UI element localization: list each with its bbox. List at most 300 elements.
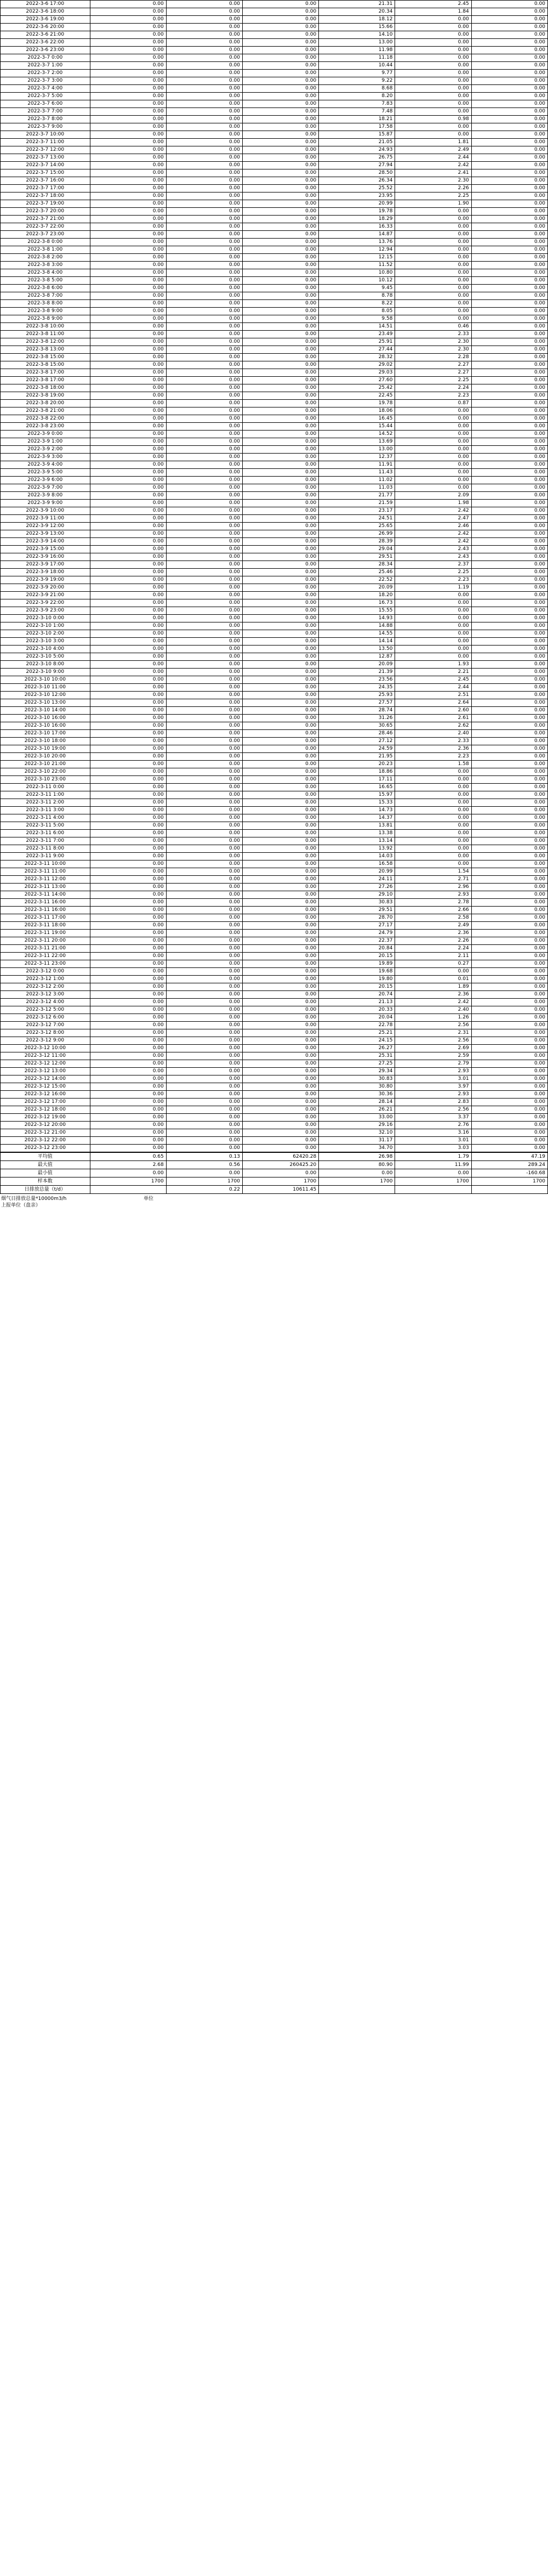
cell-value-2: 0.00 xyxy=(166,599,242,607)
cell-timestamp: 2022-3-12 11:00 xyxy=(1,1052,90,1060)
cell-timestamp: 2022-3-8 4:00 xyxy=(1,269,90,277)
cell-value-6: 0.00 xyxy=(471,638,547,646)
cell-value-2: 0.00 xyxy=(166,999,242,1006)
cell-value-6: 0.00 xyxy=(471,807,547,814)
cell-value-4: 14.03 xyxy=(319,853,395,860)
cell-value-2: 0.00 xyxy=(166,983,242,991)
cell-value-4: 10.80 xyxy=(319,269,395,277)
table-row xyxy=(1,246,548,254)
cell-timestamp: 2022-3-8 15:00 xyxy=(1,361,90,369)
table-row xyxy=(1,323,548,331)
cell-value-5: 2.71 xyxy=(395,876,471,884)
cell-value-2: 0.00 xyxy=(166,331,242,338)
cell-value-3: 0.00 xyxy=(242,976,318,983)
cell-value-3: 0.00 xyxy=(242,776,318,784)
table-row xyxy=(1,761,548,768)
footer-note-line-1: 烟气日排放总量*10000m3/h xyxy=(1,1196,67,1202)
summary-row xyxy=(1,1186,548,1194)
table-row xyxy=(1,745,548,753)
summary-label: 样本数 xyxy=(1,1177,90,1186)
cell-timestamp: 2022-3-9 7:00 xyxy=(1,484,90,492)
cell-timestamp: 2022-3-9 2:00 xyxy=(1,446,90,454)
cell-value-6: 0.00 xyxy=(471,791,547,799)
table-row xyxy=(1,484,548,492)
cell-value-2: 0.00 xyxy=(166,70,242,77)
table-row xyxy=(1,461,548,469)
cell-timestamp: 2022-3-10 9:00 xyxy=(1,669,90,676)
cell-timestamp: 2022-3-8 8:00 xyxy=(1,300,90,308)
cell-value-2: 0.00 xyxy=(166,784,242,791)
cell-value-2: 0.00 xyxy=(166,553,242,561)
cell-value-6: 0.00 xyxy=(471,799,547,807)
cell-value-4: 24.51 xyxy=(319,515,395,523)
cell-value-3: 0.00 xyxy=(242,730,318,738)
cell-value-5: 0.00 xyxy=(395,216,471,223)
cell-value-4: 27.94 xyxy=(319,162,395,169)
cell-timestamp: 2022-3-10 10:00 xyxy=(1,676,90,684)
cell-value-5: 0.00 xyxy=(395,484,471,492)
cell-value-4: 20.74 xyxy=(319,991,395,999)
cell-value-2: 0.00 xyxy=(166,223,242,231)
cell-value-4: 30.65 xyxy=(319,722,395,730)
cell-timestamp: 2022-3-10 11:00 xyxy=(1,684,90,692)
cell-value-6: 0.00 xyxy=(471,277,547,285)
cell-value-5: 0.00 xyxy=(395,607,471,615)
cell-value-3: 0.00 xyxy=(242,1099,318,1106)
summary-value-1: 2.68 xyxy=(90,1161,166,1169)
cell-value-5: 0.00 xyxy=(395,24,471,31)
table-row xyxy=(1,738,548,745)
cell-timestamp: 2022-3-6 20:00 xyxy=(1,24,90,31)
cell-value-2: 0.00 xyxy=(166,246,242,254)
cell-value-1: 0.00 xyxy=(90,285,166,292)
cell-timestamp: 2022-3-9 18:00 xyxy=(1,569,90,576)
summary-row xyxy=(1,1161,548,1169)
cell-value-5: 2.25 xyxy=(395,377,471,384)
cell-value-5: 2.23 xyxy=(395,392,471,400)
table-row xyxy=(1,454,548,461)
table-row xyxy=(1,1145,548,1152)
cell-value-6: 0.00 xyxy=(471,722,547,730)
cell-value-6: 0.00 xyxy=(471,331,547,338)
cell-value-2: 0.00 xyxy=(166,638,242,646)
cell-timestamp: 2022-3-12 14:00 xyxy=(1,1075,90,1083)
footer-table xyxy=(0,1195,548,1209)
summary-value-5: 11.99 xyxy=(395,1161,471,1169)
cell-value-6: 0.00 xyxy=(471,269,547,277)
cell-value-5: 2.33 xyxy=(395,738,471,745)
cell-value-4: 13.69 xyxy=(319,438,395,446)
cell-value-1: 0.00 xyxy=(90,884,166,891)
table-row xyxy=(1,315,548,323)
cell-value-5: 2.21 xyxy=(395,669,471,676)
cell-value-6: 0.00 xyxy=(471,216,547,223)
cell-timestamp: 2022-3-7 20:00 xyxy=(1,208,90,216)
cell-value-6: 0.00 xyxy=(471,154,547,162)
cell-value-6: 0.00 xyxy=(471,1052,547,1060)
cell-value-1: 0.00 xyxy=(90,39,166,47)
cell-value-6: 0.00 xyxy=(471,968,547,976)
summary-row xyxy=(1,1153,548,1161)
cell-value-4: 21.59 xyxy=(319,500,395,507)
cell-value-1: 0.00 xyxy=(90,761,166,768)
cell-value-5: 2.45 xyxy=(395,676,471,684)
cell-timestamp: 2022-3-12 17:00 xyxy=(1,1099,90,1106)
cell-value-4: 14.14 xyxy=(319,638,395,646)
cell-value-6: 0.00 xyxy=(471,484,547,492)
cell-value-6: 0.00 xyxy=(471,868,547,876)
cell-timestamp: 2022-3-10 18:00 xyxy=(1,738,90,745)
cell-value-1: 0.00 xyxy=(90,1068,166,1075)
cell-value-1: 0.00 xyxy=(90,553,166,561)
cell-value-6: 0.00 xyxy=(471,369,547,377)
cell-value-3: 0.00 xyxy=(242,523,318,530)
cell-value-5: 0.00 xyxy=(395,108,471,116)
emission-report-sheet xyxy=(0,0,548,1209)
summary-label: 最大值 xyxy=(1,1161,90,1169)
cell-timestamp: 2022-3-12 0:00 xyxy=(1,968,90,976)
cell-value-1: 0.00 xyxy=(90,930,166,937)
cell-value-5: 0.00 xyxy=(395,638,471,646)
cell-value-1: 0.00 xyxy=(90,239,166,246)
cell-value-2: 0.00 xyxy=(166,315,242,323)
cell-timestamp: 2022-3-9 21:00 xyxy=(1,592,90,599)
table-row xyxy=(1,93,548,100)
cell-value-5: 2.42 xyxy=(395,999,471,1006)
cell-value-5: 2.31 xyxy=(395,1029,471,1037)
cell-value-6: 0.00 xyxy=(471,937,547,945)
cell-value-4: 21.13 xyxy=(319,999,395,1006)
cell-value-1: 0.00 xyxy=(90,669,166,676)
cell-value-3: 0.00 xyxy=(242,707,318,715)
cell-value-2: 0.00 xyxy=(166,1099,242,1106)
cell-value-1: 0.00 xyxy=(90,899,166,907)
summary-value-4: 0.00 xyxy=(319,1169,395,1177)
cell-value-1: 0.00 xyxy=(90,853,166,860)
cell-value-1: 0.00 xyxy=(90,262,166,269)
cell-value-6: 0.00 xyxy=(471,730,547,738)
cell-timestamp: 2022-3-12 5:00 xyxy=(1,1006,90,1014)
cell-value-5: 0.00 xyxy=(395,231,471,239)
cell-value-6: 0.00 xyxy=(471,653,547,661)
cell-value-2: 0.00 xyxy=(166,753,242,761)
cell-value-5: 2.26 xyxy=(395,185,471,193)
cell-value-4: 22.37 xyxy=(319,937,395,945)
cell-value-4: 28.14 xyxy=(319,1099,395,1106)
cell-value-3: 0.00 xyxy=(242,530,318,538)
cell-value-4: 21.05 xyxy=(319,139,395,146)
cell-value-6: 0.00 xyxy=(471,930,547,937)
cell-value-1: 0.00 xyxy=(90,945,166,953)
cell-timestamp: 2022-3-9 23:00 xyxy=(1,607,90,615)
table-row xyxy=(1,1029,548,1037)
cell-value-5: 2.49 xyxy=(395,146,471,154)
cell-value-3: 0.00 xyxy=(242,139,318,146)
cell-value-5: 0.00 xyxy=(395,246,471,254)
cell-value-1: 0.00 xyxy=(90,315,166,323)
summary-value-4 xyxy=(319,1186,395,1194)
table-row xyxy=(1,837,548,845)
cell-value-3: 0.00 xyxy=(242,100,318,108)
cell-value-1: 0.00 xyxy=(90,860,166,868)
table-row xyxy=(1,1114,548,1122)
table-row xyxy=(1,193,548,200)
cell-value-1: 0.00 xyxy=(90,699,166,707)
cell-value-2: 0.00 xyxy=(166,1129,242,1137)
cell-value-2: 0.00 xyxy=(166,354,242,361)
cell-timestamp: 2022-3-9 13:00 xyxy=(1,530,90,538)
cell-value-1: 0.00 xyxy=(90,47,166,54)
cell-value-3: 0.00 xyxy=(242,208,318,216)
cell-value-6: 0.00 xyxy=(471,415,547,423)
cell-value-1: 0.00 xyxy=(90,185,166,193)
cell-value-4: 10.44 xyxy=(319,62,395,70)
cell-value-5: 2.41 xyxy=(395,169,471,177)
cell-value-3: 0.00 xyxy=(242,377,318,384)
cell-value-4: 22.52 xyxy=(319,576,395,584)
cell-value-4: 24.93 xyxy=(319,146,395,154)
cell-value-2: 0.00 xyxy=(166,676,242,684)
cell-value-2: 0.00 xyxy=(166,85,242,93)
cell-timestamp: 2022-3-7 4:00 xyxy=(1,85,90,93)
cell-value-4: 14.88 xyxy=(319,622,395,630)
table-row xyxy=(1,185,548,193)
cell-value-4: 13.50 xyxy=(319,646,395,653)
cell-value-5: 1.84 xyxy=(395,8,471,16)
cell-timestamp: 2022-3-7 1:00 xyxy=(1,62,90,70)
cell-value-1: 0.00 xyxy=(90,446,166,454)
table-row xyxy=(1,868,548,876)
table-row xyxy=(1,1083,548,1091)
cell-value-6: 0.00 xyxy=(471,507,547,515)
cell-value-6: 0.00 xyxy=(471,223,547,231)
cell-value-1: 0.00 xyxy=(90,907,166,914)
table-row xyxy=(1,1037,548,1045)
cell-value-3: 0.00 xyxy=(242,469,318,477)
cell-value-5: 2.27 xyxy=(395,361,471,369)
cell-timestamp: 2022-3-11 9:00 xyxy=(1,853,90,860)
table-row xyxy=(1,70,548,77)
cell-value-2: 0.00 xyxy=(166,937,242,945)
cell-value-5: 0.00 xyxy=(395,807,471,814)
cell-value-5: 0.00 xyxy=(395,622,471,630)
cell-value-1: 0.00 xyxy=(90,169,166,177)
cell-value-6: 0.00 xyxy=(471,400,547,407)
table-row xyxy=(1,100,548,108)
cell-value-5: 2.64 xyxy=(395,699,471,707)
cell-value-4: 13.14 xyxy=(319,837,395,845)
cell-value-2: 0.00 xyxy=(166,807,242,814)
cell-value-6: 0.00 xyxy=(471,845,547,853)
cell-value-2: 0.00 xyxy=(166,1091,242,1099)
cell-value-6: 0.00 xyxy=(471,676,547,684)
cell-value-6: 0.00 xyxy=(471,193,547,200)
table-row xyxy=(1,630,548,638)
cell-value-1: 0.00 xyxy=(90,254,166,262)
cell-value-4: 13.81 xyxy=(319,822,395,830)
cell-timestamp: 2022-3-7 3:00 xyxy=(1,77,90,85)
cell-value-3: 0.00 xyxy=(242,62,318,70)
cell-timestamp: 2022-3-11 3:00 xyxy=(1,807,90,814)
table-row xyxy=(1,254,548,262)
cell-value-2: 0.00 xyxy=(166,576,242,584)
cell-value-4: 14.10 xyxy=(319,31,395,39)
cell-timestamp: 2022-3-8 13:00 xyxy=(1,346,90,354)
table-row xyxy=(1,85,548,93)
cell-value-2: 0.00 xyxy=(166,1075,242,1083)
cell-value-2: 0.00 xyxy=(166,292,242,300)
cell-value-1: 0.00 xyxy=(90,269,166,277)
cell-value-5: 2.78 xyxy=(395,899,471,907)
cell-value-6: 0.00 xyxy=(471,745,547,753)
cell-value-3: 0.00 xyxy=(242,1029,318,1037)
cell-value-1: 0.00 xyxy=(90,369,166,377)
table-row xyxy=(1,1060,548,1068)
cell-value-5: 0.00 xyxy=(395,85,471,93)
table-row xyxy=(1,807,548,814)
cell-value-5: 2.42 xyxy=(395,162,471,169)
table-row xyxy=(1,922,548,930)
cell-value-3: 0.00 xyxy=(242,308,318,315)
cell-value-3: 0.00 xyxy=(242,761,318,768)
cell-value-4: 15.66 xyxy=(319,24,395,31)
cell-value-6: 0.00 xyxy=(471,1145,547,1152)
cell-value-2: 0.00 xyxy=(166,584,242,592)
cell-value-6: 0.00 xyxy=(471,361,547,369)
cell-value-1: 0.00 xyxy=(90,1122,166,1129)
cell-value-3: 0.00 xyxy=(242,331,318,338)
cell-value-6: 0.00 xyxy=(471,308,547,315)
cell-value-4: 31.26 xyxy=(319,715,395,722)
cell-timestamp: 2022-3-9 5:00 xyxy=(1,469,90,477)
table-row xyxy=(1,553,548,561)
table-row xyxy=(1,715,548,722)
cell-timestamp: 2022-3-8 1:00 xyxy=(1,246,90,254)
table-row xyxy=(1,423,548,431)
cell-value-5: 0.00 xyxy=(395,308,471,315)
cell-value-1: 0.00 xyxy=(90,384,166,392)
table-row xyxy=(1,569,548,576)
cell-value-5: 2.09 xyxy=(395,492,471,500)
cell-value-4: 8.20 xyxy=(319,93,395,100)
cell-value-3: 0.00 xyxy=(242,546,318,553)
table-row xyxy=(1,24,548,31)
cell-value-3: 0.00 xyxy=(242,1037,318,1045)
table-row xyxy=(1,899,548,907)
table-row xyxy=(1,784,548,791)
cell-value-6: 0.00 xyxy=(471,661,547,669)
cell-value-4: 8.68 xyxy=(319,85,395,93)
cell-value-1: 0.00 xyxy=(90,914,166,922)
cell-value-2: 0.00 xyxy=(166,692,242,699)
cell-value-3: 0.00 xyxy=(242,338,318,346)
cell-value-3: 0.00 xyxy=(242,960,318,968)
cell-value-4: 16.65 xyxy=(319,784,395,791)
cell-value-1: 0.00 xyxy=(90,223,166,231)
cell-value-1: 0.00 xyxy=(90,1014,166,1022)
cell-value-4: 19.89 xyxy=(319,960,395,968)
cell-value-4: 29.04 xyxy=(319,546,395,553)
cell-value-1: 0.00 xyxy=(90,776,166,784)
cell-value-2: 0.00 xyxy=(166,338,242,346)
cell-timestamp: 2022-3-10 20:00 xyxy=(1,753,90,761)
table-row xyxy=(1,584,548,592)
cell-value-1: 0.00 xyxy=(90,607,166,615)
cell-value-4: 27.12 xyxy=(319,738,395,745)
cell-value-3: 0.00 xyxy=(242,277,318,285)
summary-value-5: 1700 xyxy=(395,1177,471,1186)
cell-timestamp: 2022-3-8 3:00 xyxy=(1,262,90,269)
cell-value-2: 0.00 xyxy=(166,285,242,292)
footer-note-1 xyxy=(0,1195,142,1209)
cell-value-5: 3.01 xyxy=(395,1075,471,1083)
hourly-emission-table xyxy=(0,0,548,1152)
table-row xyxy=(1,768,548,776)
cell-value-3: 0.00 xyxy=(242,361,318,369)
cell-value-2: 0.00 xyxy=(166,500,242,507)
cell-value-6: 0.00 xyxy=(471,1122,547,1129)
cell-value-1: 0.00 xyxy=(90,983,166,991)
cell-value-4: 18.86 xyxy=(319,768,395,776)
summary-value-1 xyxy=(90,1186,166,1194)
cell-value-2: 0.00 xyxy=(166,1068,242,1075)
cell-value-5: 2.49 xyxy=(395,922,471,930)
cell-value-4: 9.22 xyxy=(319,77,395,85)
cell-value-3: 0.00 xyxy=(242,599,318,607)
cell-value-4: 26.27 xyxy=(319,1045,395,1052)
table-row xyxy=(1,500,548,507)
table-row xyxy=(1,223,548,231)
cell-value-3: 0.00 xyxy=(242,407,318,415)
cell-timestamp: 2022-3-9 20:00 xyxy=(1,584,90,592)
table-row xyxy=(1,346,548,354)
cell-value-1: 0.00 xyxy=(90,31,166,39)
cell-value-4: 20.15 xyxy=(319,953,395,960)
cell-value-2: 0.00 xyxy=(166,239,242,246)
cell-value-5: 0.00 xyxy=(395,292,471,300)
cell-timestamp: 2022-3-11 7:00 xyxy=(1,837,90,845)
cell-timestamp: 2022-3-12 9:00 xyxy=(1,1037,90,1045)
table-row xyxy=(1,338,548,346)
cell-value-2: 0.00 xyxy=(166,24,242,31)
cell-timestamp: 2022-3-9 8:00 xyxy=(1,492,90,500)
cell-value-1: 0.00 xyxy=(90,807,166,814)
cell-value-1: 0.00 xyxy=(90,1091,166,1099)
cell-value-6: 0.00 xyxy=(471,692,547,699)
cell-value-2: 0.00 xyxy=(166,269,242,277)
cell-timestamp: 2022-3-7 23:00 xyxy=(1,231,90,239)
cell-value-4: 24.35 xyxy=(319,684,395,692)
cell-value-6: 0.00 xyxy=(471,454,547,461)
table-row xyxy=(1,31,548,39)
cell-value-6: 0.00 xyxy=(471,891,547,899)
cell-value-5: 2.93 xyxy=(395,1068,471,1075)
cell-value-2: 0.00 xyxy=(166,384,242,392)
cell-value-6: 0.00 xyxy=(471,162,547,169)
cell-value-5: 0.00 xyxy=(395,431,471,438)
table-row xyxy=(1,231,548,239)
cell-value-3: 0.00 xyxy=(242,438,318,446)
summary-value-1: 0.00 xyxy=(90,1169,166,1177)
summary-row xyxy=(1,1177,548,1186)
cell-value-1: 0.00 xyxy=(90,876,166,884)
cell-timestamp: 2022-3-11 13:00 xyxy=(1,884,90,891)
cell-value-6: 0.00 xyxy=(471,47,547,54)
cell-value-1: 0.00 xyxy=(90,162,166,169)
table-row xyxy=(1,162,548,169)
cell-value-4: 27.60 xyxy=(319,377,395,384)
cell-value-3: 0.00 xyxy=(242,492,318,500)
